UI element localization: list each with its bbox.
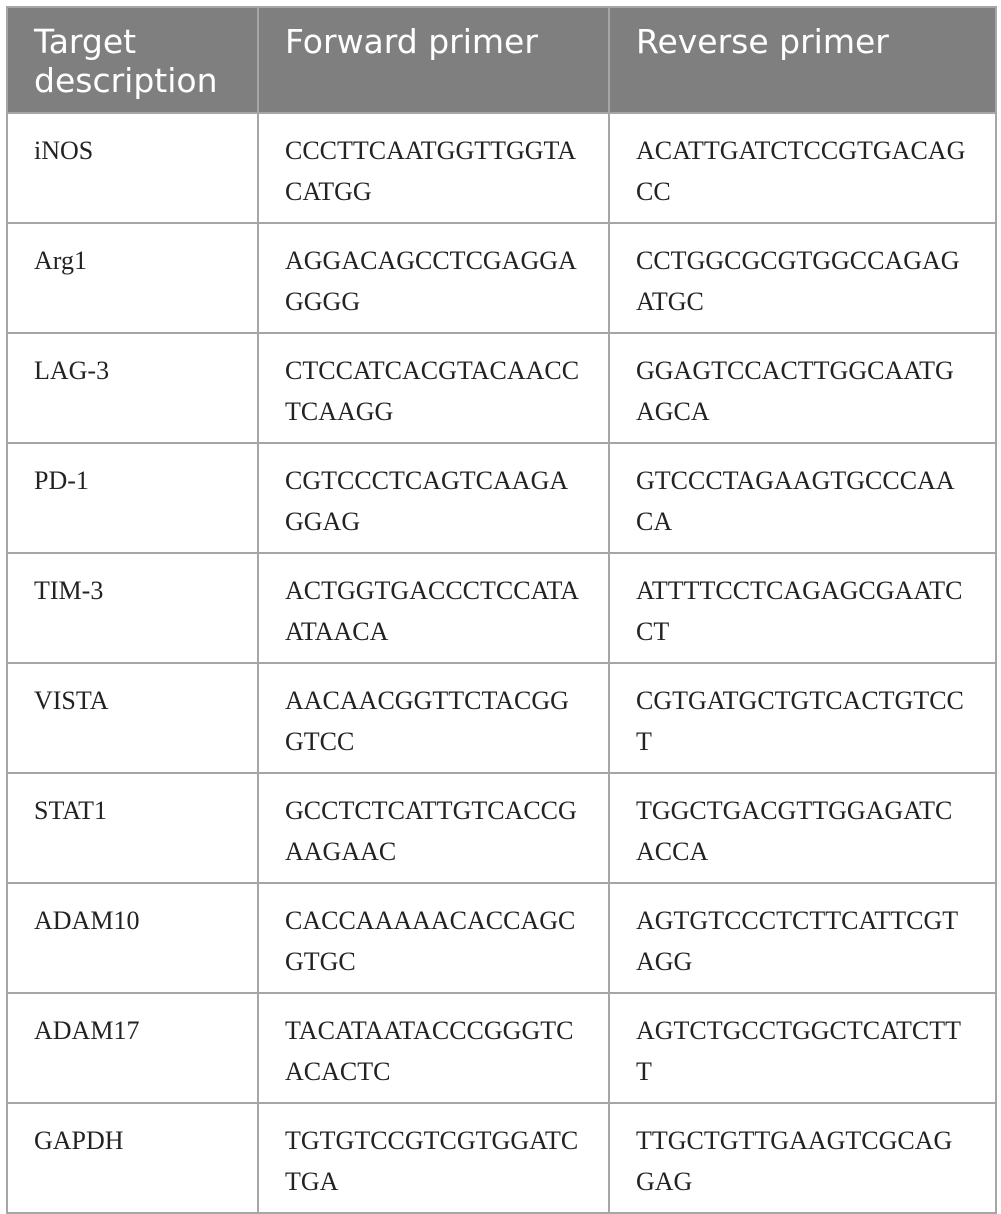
target-cell: STAT1 [7, 773, 258, 883]
target-cell: GAPDH [7, 1103, 258, 1213]
reverse-primer-cell: ACATTGATCTCCGTGACAGCC [609, 113, 996, 223]
header-reverse-primer: Reverse primer [609, 7, 996, 113]
reverse-primer-cell: CGTGATGCTGTCACTGTCCT [609, 663, 996, 773]
table-header-row [7, 7, 996, 113]
primer-table [6, 6, 997, 1214]
forward-primer-cell: GCCTCTCATTGTCACCGAAGAAC [258, 773, 609, 883]
target-cell: VISTA [7, 663, 258, 773]
reverse-primer-cell: TTGCTGTTGAAGTCGCAGGAG [609, 1103, 996, 1213]
table-row [7, 663, 996, 773]
table-row [7, 443, 996, 553]
forward-primer-cell: TGTGTCCGTCGTGGATCTGA [258, 1103, 609, 1213]
forward-primer-cell: AGGACAGCCTCGAGGAGGGG [258, 223, 609, 333]
primer-table-container [6, 6, 995, 1196]
table-row [7, 773, 996, 883]
reverse-primer-cell: ATTTTCCTCAGAGCGAATCCT [609, 553, 996, 663]
reverse-primer-cell: GGAGTCCACTTGGCAATGAGCA [609, 333, 996, 443]
target-cell: ADAM10 [7, 883, 258, 993]
forward-primer-cell: CACCAAAAACACCAGCGTGC [258, 883, 609, 993]
forward-primer-cell: ACTGGTGACCCTCCATAATAACA [258, 553, 609, 663]
target-cell: TIM-3 [7, 553, 258, 663]
reverse-primer-cell: AGTCTGCCTGGCTCATCTTT [609, 993, 996, 1103]
target-cell: iNOS [7, 113, 258, 223]
reverse-primer-cell: AGTGTCCCTCTTCATTCGTAGG [609, 883, 996, 993]
forward-primer-cell: CTCCATCACGTACAACCTCAAGG [258, 333, 609, 443]
forward-primer-cell: AACAACGGTTCTACGGGTCC [258, 663, 609, 773]
table-row [7, 993, 996, 1103]
reverse-primer-cell: TGGCTGACGTTGGAGATCACCA [609, 773, 996, 883]
header-target-description: Target description [7, 7, 258, 113]
header-forward-primer: Forward primer [258, 7, 609, 113]
target-cell: Arg1 [7, 223, 258, 333]
forward-primer-cell: CGTCCCTCAGTCAAGAGGAG [258, 443, 609, 553]
reverse-primer-cell: CCTGGCGCGTGGCCAGAGATGC [609, 223, 996, 333]
table-row [7, 883, 996, 993]
target-cell: ADAM17 [7, 993, 258, 1103]
forward-primer-cell: CCCTTCAATGGTTGGTACATGG [258, 113, 609, 223]
table-row [7, 1103, 996, 1213]
table-row [7, 113, 996, 223]
table-row [7, 553, 996, 663]
forward-primer-cell: TACATAATACCCGGGTCACACTC [258, 993, 609, 1103]
target-cell: LAG-3 [7, 333, 258, 443]
table-row [7, 223, 996, 333]
target-cell: PD-1 [7, 443, 258, 553]
reverse-primer-cell: GTCCCTAGAAGTGCCCAACA [609, 443, 996, 553]
table-row [7, 333, 996, 443]
